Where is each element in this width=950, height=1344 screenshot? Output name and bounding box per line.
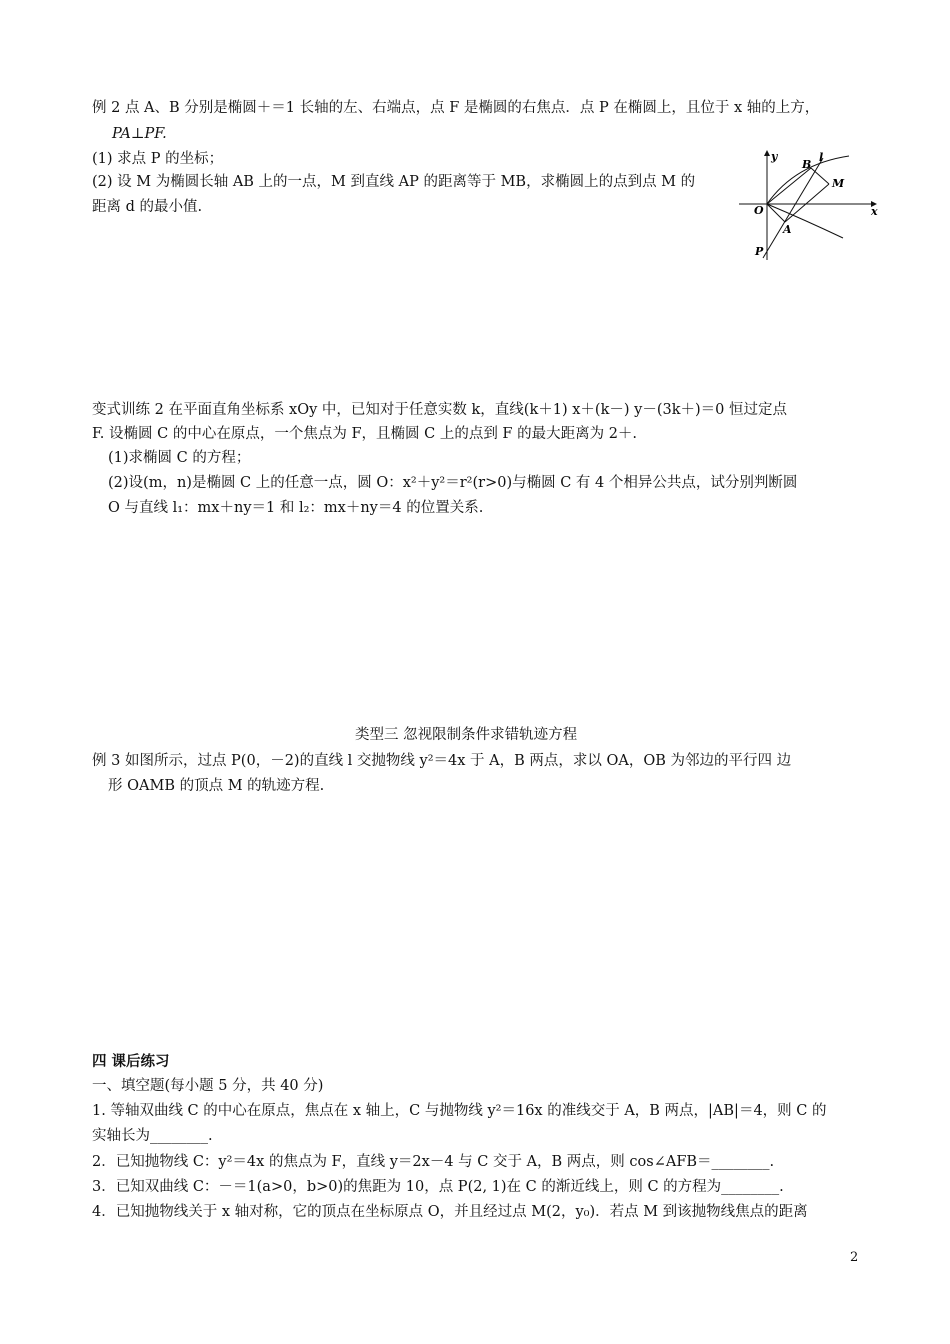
problem1-line2: 实轴长为________. bbox=[92, 1128, 213, 1144]
problem2: 2．已知抛物线 C：y²＝4x 的焦点为 F，直线 y＝2x－4 与 C 交于 A，B 两点，则 cos∠AFB＝________. bbox=[92, 1154, 775, 1170]
variant2-line1: 变式训练 2 在平面直角坐标系 xOy 中，已知对于任意实数 k，直线(k＋1) x＋(k－) y－(3k＋)＝0 恒过定点 bbox=[92, 402, 787, 418]
label-B: B bbox=[802, 158, 812, 171]
type3-title: 类型三 忽视限制条件求错轨迹方程 bbox=[355, 727, 578, 743]
segment-AM bbox=[785, 184, 829, 222]
label-x: x bbox=[871, 205, 878, 218]
segment-OA bbox=[767, 204, 785, 222]
example2-q1: (1) 求点 P 的坐标； bbox=[92, 151, 224, 167]
label-y: y bbox=[771, 150, 778, 163]
problem1-line1: 1. 等轴双曲线 C 的中心在原点，焦点在 x 轴上，C 与抛物线 y²＝16x 的准线交于 A，B 两点，|AB|＝4，则 C 的 bbox=[92, 1103, 827, 1119]
example2-q2a: (2) 设 M 为椭圆长轴 AB 上的一点，M 到直线 AP 的距离等于 MB，求椭圆上的点到点 M 的 bbox=[92, 174, 696, 190]
example2-line2: PA⊥PF. bbox=[112, 126, 167, 142]
label-l: l bbox=[819, 151, 824, 164]
y-axis-arrow bbox=[764, 150, 770, 156]
example3-line1: 例 3 如图所示，过点 P(0，－2)的直线 l 交抛物线 y²＝4x 于 A，B 两点，求以 OA，OB 为邻边的平行四 边 bbox=[92, 753, 792, 769]
variant2-q2b: O 与直线 l₁：mx＋ny＝1 和 l₂：mx＋ny＝4 的位置关系. bbox=[108, 500, 484, 516]
label-P: P bbox=[755, 245, 764, 258]
segment-OB bbox=[767, 168, 811, 204]
label-O: O bbox=[754, 204, 764, 217]
page-number: 2 bbox=[850, 1250, 859, 1265]
practice-section: 一、填空题(每小题 5 分，共 40 分) bbox=[92, 1078, 324, 1094]
ellipse-figure bbox=[735, 148, 885, 263]
label-M: M bbox=[832, 177, 845, 190]
example3-line2: 形 OAMB 的顶点 M 的轨迹方程. bbox=[108, 778, 325, 794]
practice-heading: 四 课后练习 bbox=[92, 1054, 170, 1070]
variant2-line2: F. 设椭圆 C 的中心在原点，一个焦点为 F，且椭圆 C 上的点到 F 的最大距离为 2＋. bbox=[92, 426, 638, 442]
label-A: A bbox=[783, 223, 792, 236]
problem3: 3．已知双曲线 C：－＝1(a>0，b>0)的焦距为 10，点 P(2, 1)在 C 的渐近线上，则 C 的方程为________. bbox=[92, 1179, 784, 1195]
variant2-q2a: (2)设(m，n)是椭圆 C 上的任意一点，圆 O：x²＋y²＝r²(r>0)与椭圆 C 有 4 个相异公共点，试分别判断圆 bbox=[108, 475, 798, 491]
example2-q2b: 距离 d 的最小值. bbox=[92, 199, 203, 215]
variant2-q1: (1)求椭圆 C 的方程； bbox=[108, 450, 251, 466]
line-l bbox=[763, 158, 823, 258]
problem4: 4．已知抛物线关于 x 轴对称，它的顶点在坐标原点 O，并且经过点 M(2，y₀)．若点 M 到该抛物线焦点的距离 bbox=[92, 1204, 808, 1220]
example2-line1: 例 2 点 A、B 分别是椭圆＋＝1 长轴的左、右端点，点 F 是椭圆的右焦点．点 P 在椭圆上，且位于 x 轴的上方， bbox=[92, 100, 820, 116]
segment-BM bbox=[811, 168, 829, 184]
